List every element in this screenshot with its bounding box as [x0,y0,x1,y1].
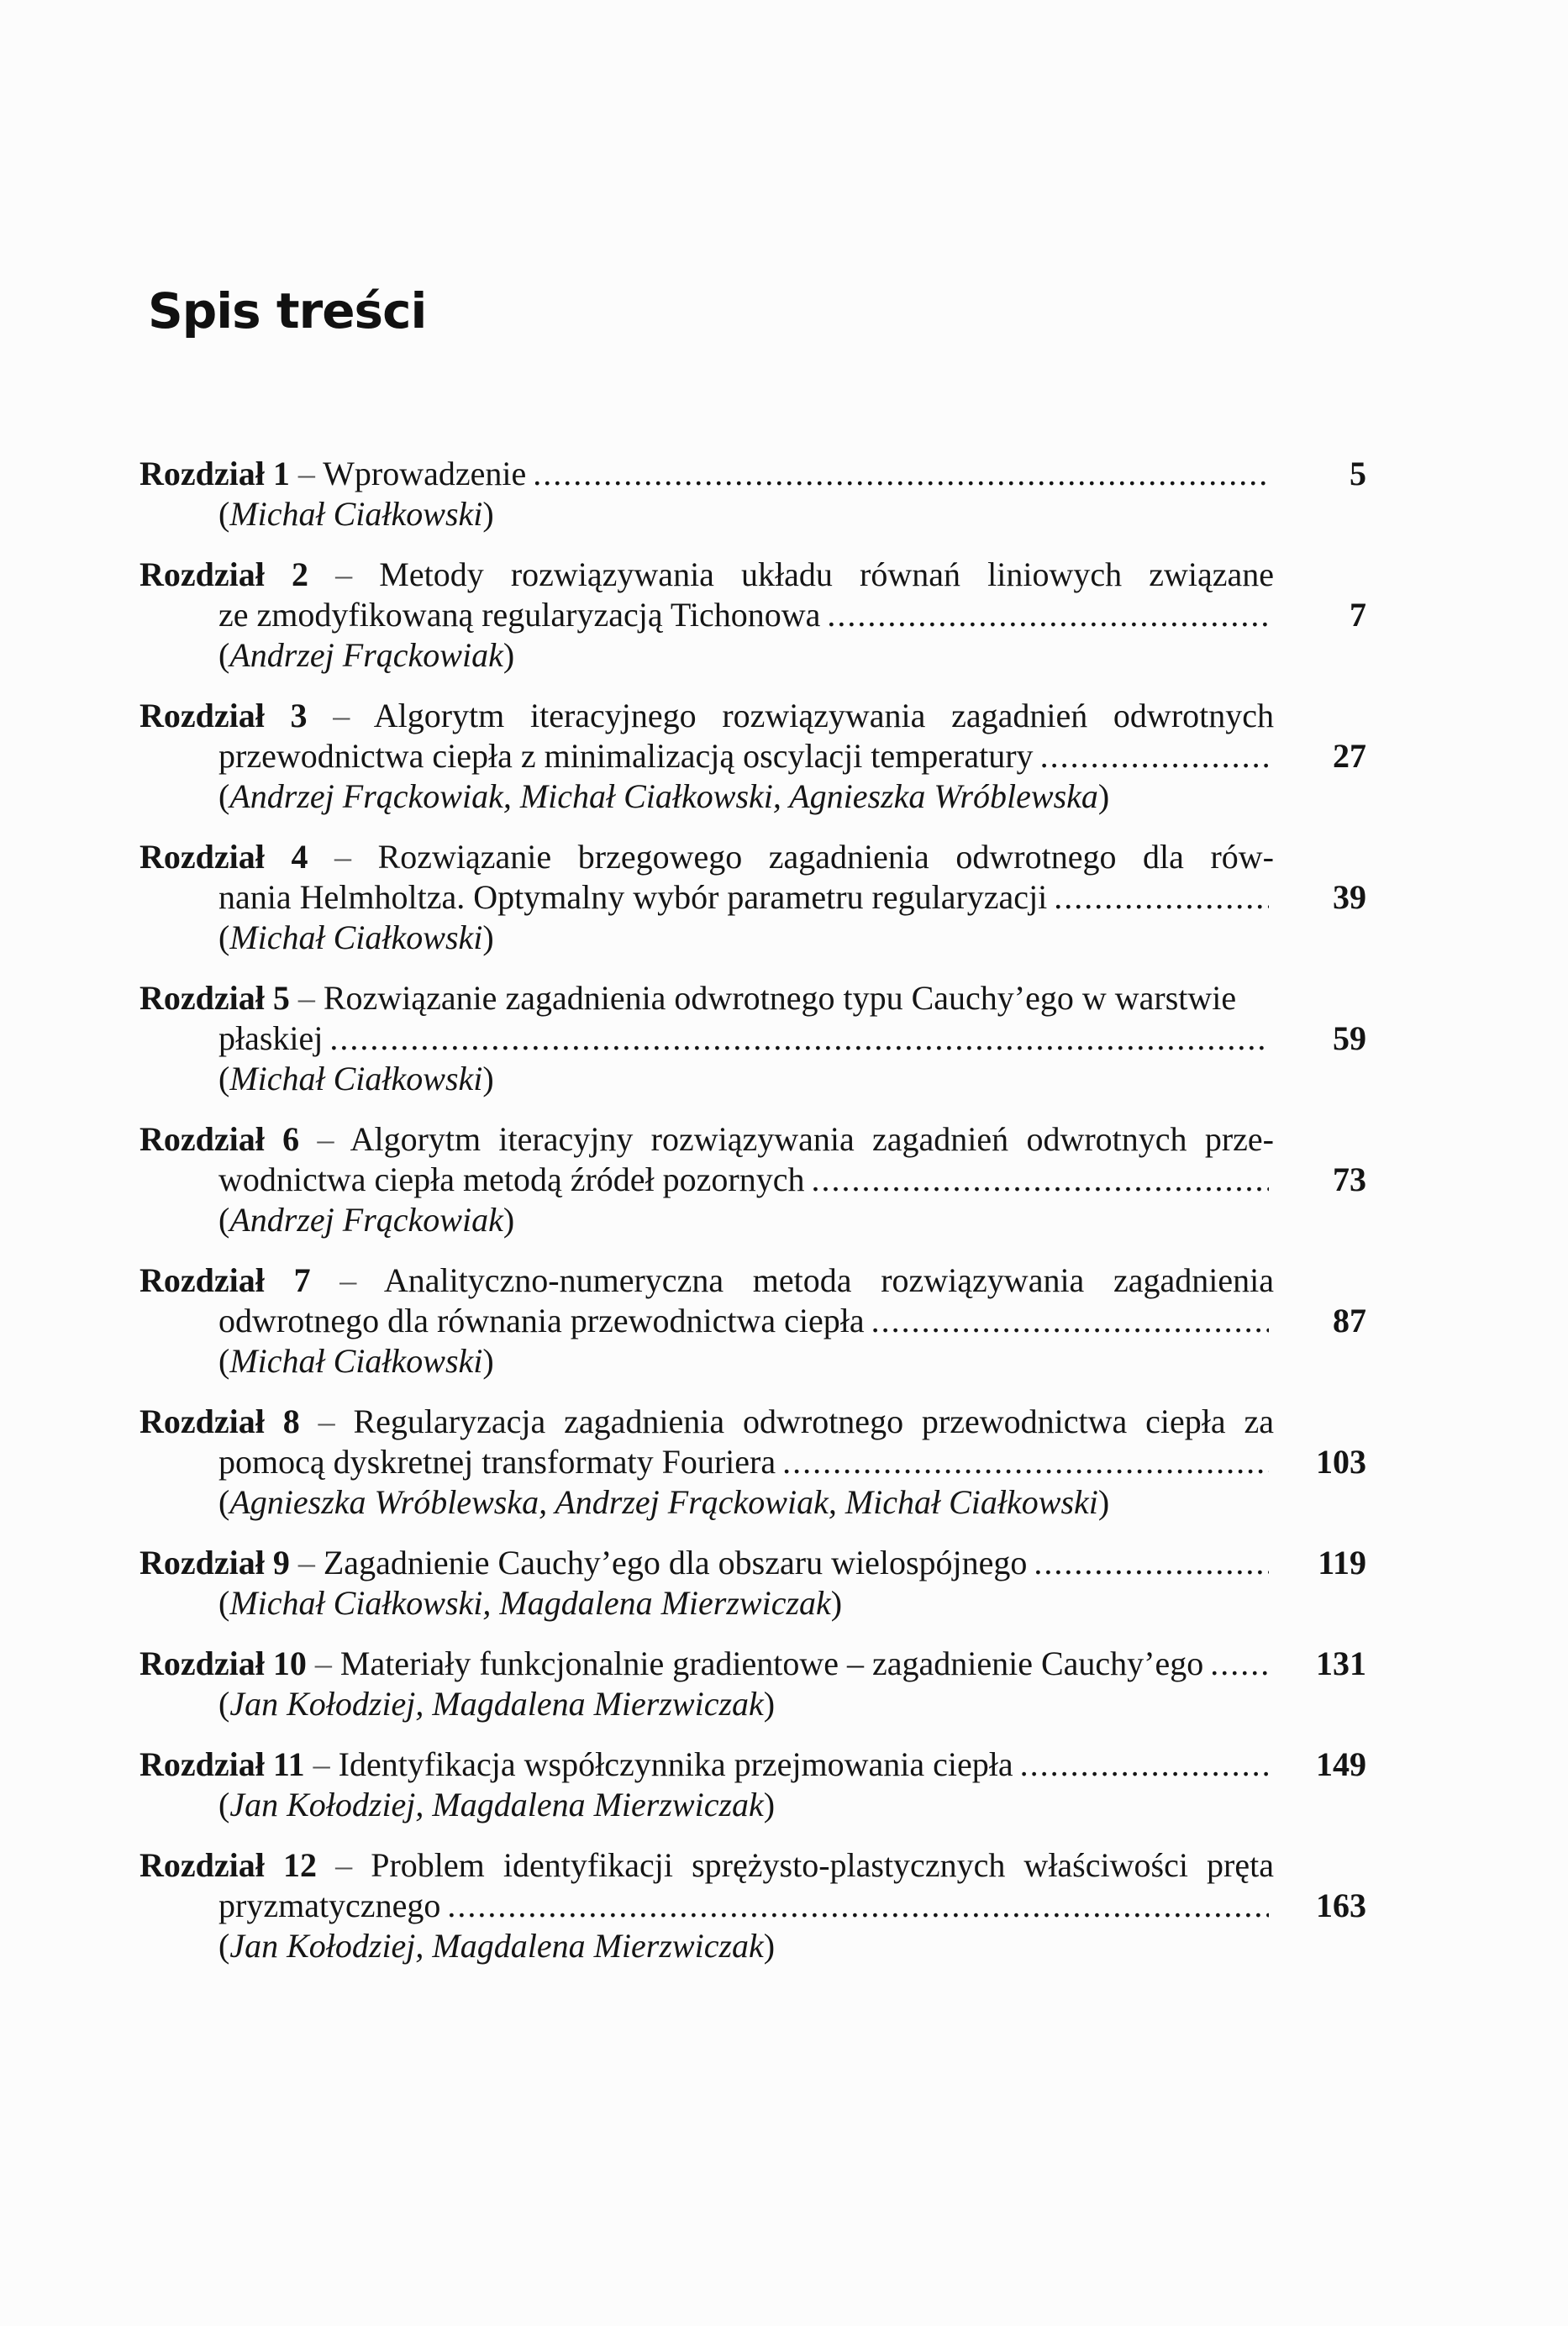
chapter-title-continued: płaskiej [218,1019,324,1057]
dash: – [334,838,352,876]
authors-text: Jan Kołodziej, Magdalena Mierzwiczak [229,1927,764,1965]
authors-text: Michał Ciałkowski [229,1342,483,1380]
authors-text: Michał Ciałkowski, Magdalena Mierzwiczak [229,1584,831,1622]
chapter-authors: (Michał Ciałkowski) [218,495,494,533]
toc-entry-2[interactable] [139,555,1366,676]
chapter-title-continued: nania Helmholtza. Optymalny wybór parametru regularyzacji [218,878,1048,916]
toc-entry-line [139,1442,1366,1482]
dash: – [297,1544,315,1581]
dash: – [297,455,315,492]
table-of-contents [139,454,1366,1987]
toc-entry-12[interactable] [139,1845,1366,1966]
toc-entry-1[interactable] [139,454,1366,534]
page-number: 73 [1333,1160,1366,1198]
chapter-authors: (Andrzej Frąckowiak) [218,1201,515,1239]
toc-entry-title-line [139,696,1366,736]
chapter-authors: (Michał Ciałkowski, Magdalena Mierzwiczak) [218,1584,843,1622]
dot-leader [827,595,1269,635]
chapter-title-continued: wodnictwa ciepła metodą źródeł pozornych [218,1160,805,1198]
chapter-title: Zagadnienie Cauchy’ego dla obszaru wielospójnego [323,1544,1028,1581]
page-number: 103 [1316,1443,1366,1481]
dash: – [339,1261,357,1299]
chapter-authors: (Michał Ciałkowski) [218,1342,494,1380]
dot-leader [1040,736,1269,776]
toc-entry-3[interactable] [139,696,1366,817]
toc-entry-line [139,1744,1366,1785]
chapter-authors: (Jan Kołodziej, Magdalena Mierzwiczak) [218,1685,776,1723]
toc-entry-title-line [139,1543,1027,1583]
chapter-authors: (Andrzej Frąckowiak, Michał Ciałkowski, Agnieszka Wróblewska) [218,777,1110,815]
dot-leader [1210,1644,1269,1684]
toc-entry-line [139,454,1366,494]
dash: – [297,979,315,1017]
chapter-label: Rozdział 9 [139,1544,290,1581]
toc-entry-6[interactable] [139,1119,1366,1240]
page-number: 39 [1333,878,1366,916]
chapter-title-continued: ze zmodyfikowaną regularyzacją Tichonowa [218,596,821,634]
dot-leader [812,1160,1270,1200]
toc-entry-line [139,1018,1366,1059]
toc-entry-line [139,1644,1366,1684]
dot-leader [533,454,1269,494]
page-number: 87 [1333,1302,1366,1339]
chapter-title: Materiały funkcjonalnie gradientowe – zagadnienie Cauchy’ego [339,1645,1204,1682]
chapter-authors: (Jan Kołodziej, Magdalena Mierzwiczak) [218,1786,776,1823]
toc-entry-title-line [139,1402,1366,1442]
chapter-title: Rozwiązanie brzegowego zagadnienia odwrotnego dla rów- [377,838,1274,876]
chapter-label: Rozdział 10 [139,1645,307,1682]
chapter-title-continued: przewodnictwa ciepła z minimalizacją oscylacji temperatury [218,737,1034,775]
dot-leader [1054,877,1269,918]
toc-entry-line [139,736,1366,776]
chapter-label: Rozdział 2 [139,555,308,593]
authors-text: Andrzej Frąckowiak [229,1201,503,1239]
chapter-label: Rozdział 7 [139,1261,311,1299]
toc-entry-line [139,1543,1366,1583]
chapter-label: Rozdział 6 [139,1120,300,1158]
chapter-title-continued: pryzmatycznego [218,1887,441,1924]
toc-entry-line [139,877,1366,918]
chapter-title: Rozwiązanie zagadnienia odwrotnego typu Cauchy’ego w warstwie [323,979,1237,1017]
authors-text: Andrzej Frąckowiak, Michał Ciałkowski, Agnieszka Wróblewska [229,777,1098,815]
dash: – [314,1645,332,1682]
chapter-authors: (Agnieszka Wróblewska, Andrzej Frąckowiak, Michał Ciałkowski) [218,1483,1110,1521]
toc-entry-line [139,595,1366,635]
toc-entry-title-line [139,978,1366,1018]
chapter-label: Rozdział 3 [139,697,308,734]
chapter-title-continued: odwrotnego dla równania przewodnictwa ciepła [218,1302,865,1339]
toc-entry-line [139,1886,1366,1926]
chapter-authors: (Michał Ciałkowski) [218,1060,494,1097]
page-number: 59 [1333,1019,1366,1057]
dash: – [317,1120,334,1158]
chapter-authors: (Andrzej Frąckowiak) [218,636,515,674]
page-number: 5 [1350,455,1366,492]
chapter-label: Rozdział 12 [139,1846,317,1884]
dot-leader [782,1442,1269,1482]
chapter-title: Regularyzacja zagadnienia odwrotnego przewodnictwa ciepła za [353,1402,1275,1440]
authors-text: Jan Kołodziej, Magdalena Mierzwiczak [229,1786,764,1823]
toc-entry-11[interactable] [139,1744,1366,1825]
toc-entry-title-line [139,1744,1013,1785]
toc-entry-7[interactable] [139,1260,1366,1381]
chapter-authors: (Michał Ciałkowski) [218,918,494,956]
page-number: 149 [1316,1745,1366,1783]
toc-entry-9[interactable] [139,1543,1366,1623]
page-title: Spis treści [148,282,427,339]
chapter-title-continued: pomocą dyskretnej transformaty Fouriera [218,1443,776,1481]
page-number: 131 [1316,1645,1366,1682]
dot-leader [1034,1543,1269,1583]
dot-leader [447,1886,1269,1926]
chapter-label: Rozdział 1 [139,455,290,492]
chapter-label: Rozdział 4 [139,838,308,876]
authors-text: Agnieszka Wróblewska, Andrzej Frąckowiak, Michał Ciałkowski [229,1483,1098,1521]
page-number: 27 [1333,737,1366,775]
dot-leader [871,1301,1269,1341]
authors-text: Andrzej Frąckowiak [229,636,503,674]
dash: – [333,697,350,734]
dash: – [335,1846,353,1884]
chapter-title: Metody rozwiązywania układu równań liniowych związane [379,555,1275,593]
chapter-label: Rozdział 11 [139,1745,305,1783]
toc-entry-line [139,1301,1366,1341]
toc-entry-title-line [139,1119,1366,1160]
toc-entry-title-line [139,837,1366,877]
toc-entry-4[interactable] [139,837,1366,958]
chapter-title: Problem identyfikacji sprężysto-plastycznych właściwości pręta [371,1846,1274,1884]
toc-entry-title-line [139,1845,1366,1886]
chapter-authors: (Jan Kołodziej, Magdalena Mierzwiczak) [218,1927,776,1965]
dash: – [335,555,353,593]
dot-leader [1020,1744,1269,1785]
authors-text: Michał Ciałkowski [229,1060,483,1097]
page-number: 7 [1350,596,1366,634]
chapter-title: Algorytm iteracyjnego rozwiązywania zagadnień odwrotnych [373,697,1274,734]
chapter-label: Rozdział 8 [139,1402,300,1440]
chapter-title: Analityczno-numeryczna metoda rozwiązywania zagadnienia [383,1261,1275,1299]
toc-entry-5[interactable] [139,978,1366,1099]
authors-text: Michał Ciałkowski [229,918,483,956]
chapter-title: Algorytm iteracyjny rozwiązywania zagadnień odwrotnych prze- [350,1120,1274,1158]
page-number: 163 [1316,1887,1366,1924]
toc-entry-title-line [139,1260,1366,1301]
chapter-label: Rozdział 5 [139,979,290,1017]
chapter-title: Identyfikacja współczynnika przejmowania ciepła [338,1745,1013,1783]
toc-entry-10[interactable] [139,1644,1366,1724]
dot-leader [329,1018,1269,1059]
dash: – [318,1402,335,1440]
dash: – [313,1745,330,1783]
toc-entry-title-line [139,1644,1203,1684]
authors-text: Michał Ciałkowski [229,495,483,533]
toc-entry-title-line [139,454,526,494]
toc-entry-8[interactable] [139,1402,1366,1523]
page-number: 119 [1318,1544,1366,1581]
toc-entry-line [139,1160,1366,1200]
chapter-title: Wprowadzenie [323,455,527,492]
toc-entry-title-line [139,555,1366,595]
authors-text: Jan Kołodziej, Magdalena Mierzwiczak [229,1685,764,1723]
